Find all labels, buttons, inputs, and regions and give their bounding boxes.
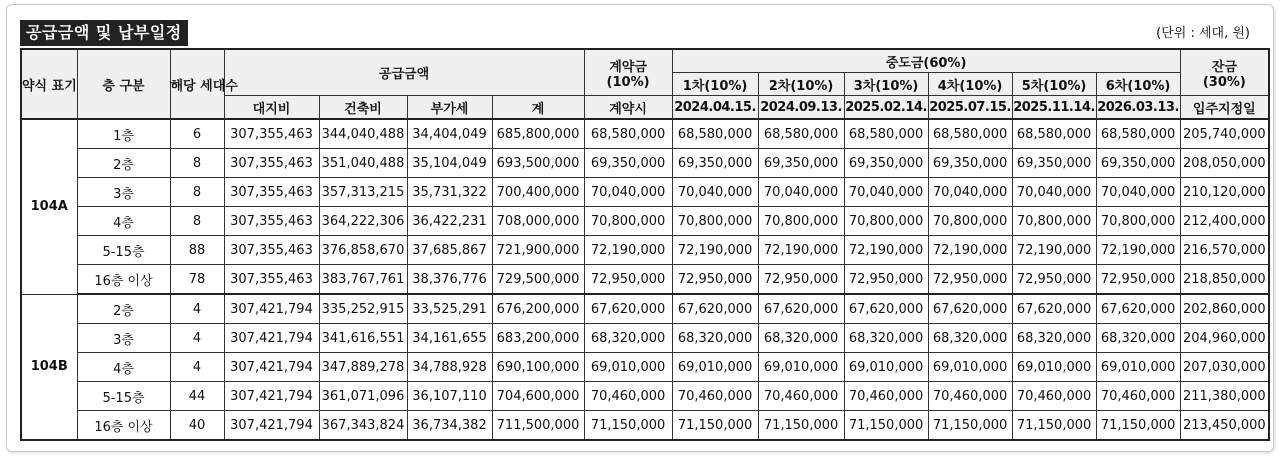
header-date-1: 2024.04.15. bbox=[672, 96, 758, 120]
land-cell: 307,355,463 bbox=[224, 119, 319, 149]
middle-payment-cell: 70,460,000 bbox=[928, 382, 1012, 411]
type-cell: 104B bbox=[21, 294, 77, 440]
middle-payment-cell: 68,320,000 bbox=[1096, 324, 1180, 353]
header-date-6: 2026.03.13. bbox=[1096, 96, 1180, 120]
middle-payment-cell: 70,800,000 bbox=[928, 207, 1012, 236]
balance-cell: 210,120,000 bbox=[1180, 178, 1269, 207]
vat-cell: 37,685,867 bbox=[407, 236, 492, 265]
middle-payment-cell: 70,800,000 bbox=[758, 207, 844, 236]
middle-payment-cell: 68,580,000 bbox=[1096, 119, 1180, 149]
land-cell: 307,421,794 bbox=[224, 294, 319, 324]
balance-cell: 213,450,000 bbox=[1180, 411, 1269, 441]
middle-payment-cell: 70,460,000 bbox=[672, 382, 758, 411]
total-cell: 676,200,000 bbox=[492, 294, 584, 324]
build-cell: 361,071,096 bbox=[319, 382, 407, 411]
floor-cell: 2층 bbox=[77, 294, 170, 324]
middle-payment-cell: 69,350,000 bbox=[844, 149, 928, 178]
middle-payment-cell: 69,350,000 bbox=[1096, 149, 1180, 178]
middle-payment-cell: 67,620,000 bbox=[1012, 294, 1096, 324]
table-body bbox=[21, 119, 1269, 440]
middle-payment-cell: 71,150,000 bbox=[844, 411, 928, 441]
build-cell: 344,040,488 bbox=[319, 119, 407, 149]
middle-payment-cell: 72,950,000 bbox=[1012, 265, 1096, 295]
middle-payment-cell: 72,190,000 bbox=[758, 236, 844, 265]
land-cell: 307,421,794 bbox=[224, 353, 319, 382]
floor-cell: 2층 bbox=[77, 149, 170, 178]
middle-payment-cell: 68,320,000 bbox=[672, 324, 758, 353]
middle-payment-cell: 68,320,000 bbox=[1012, 324, 1096, 353]
middle-payment-cell: 69,010,000 bbox=[1096, 353, 1180, 382]
balance-cell: 218,850,000 bbox=[1180, 265, 1269, 295]
middle-payment-cell: 72,190,000 bbox=[844, 236, 928, 265]
middle-payment-cell: 70,800,000 bbox=[672, 207, 758, 236]
total-cell: 683,200,000 bbox=[492, 324, 584, 353]
balance-cell: 212,400,000 bbox=[1180, 207, 1269, 236]
vat-cell: 34,788,928 bbox=[407, 353, 492, 382]
table-header bbox=[21, 49, 1269, 119]
middle-payment-cell: 72,950,000 bbox=[1096, 265, 1180, 295]
middle-payment-cell: 69,350,000 bbox=[672, 149, 758, 178]
header-land: 대지비 bbox=[224, 96, 319, 120]
land-cell: 307,355,463 bbox=[224, 178, 319, 207]
middle-payment-cell: 68,320,000 bbox=[928, 324, 1012, 353]
deposit-cell: 72,190,000 bbox=[584, 236, 672, 265]
unit-note: (단위 : 세대, 원) bbox=[1156, 26, 1250, 41]
floor-cell: 16층 이상 bbox=[77, 265, 170, 295]
header-middle-5: 5차(10%) bbox=[1012, 73, 1096, 96]
middle-payment-cell: 67,620,000 bbox=[672, 294, 758, 324]
middle-payment-cell: 70,460,000 bbox=[758, 382, 844, 411]
middle-payment-cell: 68,580,000 bbox=[928, 119, 1012, 149]
deposit-cell: 69,010,000 bbox=[584, 353, 672, 382]
middle-payment-cell: 69,350,000 bbox=[758, 149, 844, 178]
header-deposit: 계약금 (10%) bbox=[584, 49, 672, 96]
middle-payment-cell: 67,620,000 bbox=[928, 294, 1012, 324]
vat-cell: 36,422,231 bbox=[407, 207, 492, 236]
total-cell: 685,800,000 bbox=[492, 119, 584, 149]
header-build: 건축비 bbox=[319, 96, 407, 120]
balance-cell: 208,050,000 bbox=[1180, 149, 1269, 178]
middle-payment-cell: 72,190,000 bbox=[928, 236, 1012, 265]
middle-payment-cell: 70,800,000 bbox=[1096, 207, 1180, 236]
build-cell: 376,858,670 bbox=[319, 236, 407, 265]
floor-cell: 1층 bbox=[77, 119, 170, 149]
vat-cell: 36,734,382 bbox=[407, 411, 492, 441]
deposit-cell: 67,620,000 bbox=[584, 294, 672, 324]
table-row bbox=[21, 353, 1269, 382]
middle-payment-cell: 69,010,000 bbox=[928, 353, 1012, 382]
units-cell: 78 bbox=[170, 265, 224, 295]
table-row bbox=[21, 207, 1269, 236]
section-title: 공급금액 및 납부일정 bbox=[20, 20, 188, 46]
header-middle-6: 6차(10%) bbox=[1096, 73, 1180, 96]
middle-payment-cell: 68,580,000 bbox=[1012, 119, 1096, 149]
middle-payment-cell: 71,150,000 bbox=[758, 411, 844, 441]
middle-payment-cell: 69,010,000 bbox=[672, 353, 758, 382]
table-row bbox=[21, 265, 1269, 295]
build-cell: 351,040,488 bbox=[319, 149, 407, 178]
middle-payment-cell: 70,460,000 bbox=[1096, 382, 1180, 411]
middle-payment-cell: 68,580,000 bbox=[844, 119, 928, 149]
total-cell: 708,000,000 bbox=[492, 207, 584, 236]
vat-cell: 34,404,049 bbox=[407, 119, 492, 149]
deposit-cell: 69,350,000 bbox=[584, 149, 672, 178]
header-middle-3: 3차(10%) bbox=[844, 73, 928, 96]
deposit-cell: 70,460,000 bbox=[584, 382, 672, 411]
header-date-5: 2025.11.14. bbox=[1012, 96, 1096, 120]
deposit-cell: 71,150,000 bbox=[584, 411, 672, 441]
land-cell: 307,355,463 bbox=[224, 207, 319, 236]
balance-cell: 204,960,000 bbox=[1180, 324, 1269, 353]
land-cell: 307,355,463 bbox=[224, 265, 319, 295]
middle-payment-cell: 68,580,000 bbox=[672, 119, 758, 149]
middle-payment-cell: 71,150,000 bbox=[672, 411, 758, 441]
table-row bbox=[21, 119, 1269, 149]
middle-payment-cell: 72,950,000 bbox=[844, 265, 928, 295]
total-cell: 700,400,000 bbox=[492, 178, 584, 207]
middle-payment-cell: 70,460,000 bbox=[844, 382, 928, 411]
land-cell: 307,421,794 bbox=[224, 324, 319, 353]
middle-payment-cell: 68,320,000 bbox=[758, 324, 844, 353]
units-cell: 88 bbox=[170, 236, 224, 265]
floor-cell: 5-15층 bbox=[77, 236, 170, 265]
middle-payment-cell: 67,620,000 bbox=[758, 294, 844, 324]
land-cell: 307,421,794 bbox=[224, 382, 319, 411]
units-cell: 4 bbox=[170, 324, 224, 353]
land-cell: 307,355,463 bbox=[224, 236, 319, 265]
middle-payment-cell: 72,950,000 bbox=[758, 265, 844, 295]
deposit-cell: 72,950,000 bbox=[584, 265, 672, 295]
header-deposit-when: 계약시 bbox=[584, 96, 672, 120]
header-date-2: 2024.09.13. bbox=[758, 96, 844, 120]
header-middle-1: 1차(10%) bbox=[672, 73, 758, 96]
header-floor: 층 구분 bbox=[77, 49, 170, 119]
balance-cell: 205,740,000 bbox=[1180, 119, 1269, 149]
floor-cell: 3층 bbox=[77, 324, 170, 353]
deposit-cell: 68,580,000 bbox=[584, 119, 672, 149]
vat-cell: 36,107,110 bbox=[407, 382, 492, 411]
middle-payment-cell: 69,010,000 bbox=[844, 353, 928, 382]
header-middle: 중도금(60%) bbox=[672, 49, 1180, 73]
middle-payment-cell: 67,620,000 bbox=[1096, 294, 1180, 324]
floor-cell: 4층 bbox=[77, 353, 170, 382]
header-supply: 공급금액 bbox=[224, 49, 584, 96]
floor-cell: 16층 이상 bbox=[77, 411, 170, 441]
middle-payment-cell: 70,040,000 bbox=[844, 178, 928, 207]
middle-payment-cell: 71,150,000 bbox=[928, 411, 1012, 441]
floor-cell: 3층 bbox=[77, 178, 170, 207]
build-cell: 364,222,306 bbox=[319, 207, 407, 236]
middle-payment-cell: 70,800,000 bbox=[1012, 207, 1096, 236]
build-cell: 341,616,551 bbox=[319, 324, 407, 353]
units-cell: 4 bbox=[170, 353, 224, 382]
middle-payment-cell: 72,950,000 bbox=[672, 265, 758, 295]
deposit-cell: 70,040,000 bbox=[584, 178, 672, 207]
table-row bbox=[21, 324, 1269, 353]
middle-payment-cell: 68,580,000 bbox=[758, 119, 844, 149]
middle-payment-cell: 72,190,000 bbox=[672, 236, 758, 265]
balance-cell: 211,380,000 bbox=[1180, 382, 1269, 411]
units-cell: 40 bbox=[170, 411, 224, 441]
vat-cell: 34,161,655 bbox=[407, 324, 492, 353]
vat-cell: 38,376,776 bbox=[407, 265, 492, 295]
deposit-cell: 68,320,000 bbox=[584, 324, 672, 353]
build-cell: 383,767,761 bbox=[319, 265, 407, 295]
units-cell: 44 bbox=[170, 382, 224, 411]
build-cell: 335,252,915 bbox=[319, 294, 407, 324]
middle-payment-cell: 70,800,000 bbox=[844, 207, 928, 236]
units-cell: 4 bbox=[170, 294, 224, 324]
total-cell: 729,500,000 bbox=[492, 265, 584, 295]
total-cell: 721,900,000 bbox=[492, 236, 584, 265]
header-balance: 잔금 (30%) bbox=[1180, 49, 1269, 96]
middle-payment-cell: 69,350,000 bbox=[1012, 149, 1096, 178]
total-cell: 711,500,000 bbox=[492, 411, 584, 441]
header-total: 계 bbox=[492, 96, 584, 120]
vat-cell: 33,525,291 bbox=[407, 294, 492, 324]
middle-payment-cell: 69,350,000 bbox=[928, 149, 1012, 178]
middle-payment-cell: 71,150,000 bbox=[1012, 411, 1096, 441]
build-cell: 367,343,824 bbox=[319, 411, 407, 441]
balance-cell: 202,860,000 bbox=[1180, 294, 1269, 324]
middle-payment-cell: 69,010,000 bbox=[1012, 353, 1096, 382]
table-row bbox=[21, 149, 1269, 178]
middle-payment-cell: 70,040,000 bbox=[1096, 178, 1180, 207]
land-cell: 307,421,794 bbox=[224, 411, 319, 441]
middle-payment-cell: 72,190,000 bbox=[1096, 236, 1180, 265]
build-cell: 357,313,215 bbox=[319, 178, 407, 207]
header-balance-when: 입주지정일 bbox=[1180, 96, 1269, 120]
table-row bbox=[21, 294, 1269, 324]
vat-cell: 35,104,049 bbox=[407, 149, 492, 178]
middle-payment-cell: 71,150,000 bbox=[1096, 411, 1180, 441]
middle-payment-cell: 70,040,000 bbox=[928, 178, 1012, 207]
table-row bbox=[21, 382, 1269, 411]
units-cell: 8 bbox=[170, 149, 224, 178]
middle-payment-cell: 70,040,000 bbox=[1012, 178, 1096, 207]
units-cell: 6 bbox=[170, 119, 224, 149]
middle-payment-cell: 67,620,000 bbox=[844, 294, 928, 324]
middle-payment-cell: 72,190,000 bbox=[1012, 236, 1096, 265]
header-middle-2: 2차(10%) bbox=[758, 73, 844, 96]
units-cell: 8 bbox=[170, 207, 224, 236]
header-middle-4: 4차(10%) bbox=[928, 73, 1012, 96]
units-cell: 8 bbox=[170, 178, 224, 207]
header-vat: 부가세 bbox=[407, 96, 492, 120]
build-cell: 347,889,278 bbox=[319, 353, 407, 382]
price-schedule-table bbox=[20, 48, 1270, 441]
total-cell: 693,500,000 bbox=[492, 149, 584, 178]
table-row bbox=[21, 178, 1269, 207]
header-type: 약식 표기 bbox=[21, 49, 77, 119]
middle-payment-cell: 72,950,000 bbox=[928, 265, 1012, 295]
land-cell: 307,355,463 bbox=[224, 149, 319, 178]
balance-cell: 216,570,000 bbox=[1180, 236, 1269, 265]
header-date-3: 2025.02.14. bbox=[844, 96, 928, 120]
table-row bbox=[21, 236, 1269, 265]
header-date-4: 2025.07.15. bbox=[928, 96, 1012, 120]
type-cell: 104A bbox=[21, 119, 77, 294]
deposit-cell: 70,800,000 bbox=[584, 207, 672, 236]
vat-cell: 35,731,322 bbox=[407, 178, 492, 207]
middle-payment-cell: 70,040,000 bbox=[758, 178, 844, 207]
header-units: 해당 세대수 bbox=[170, 49, 224, 119]
table-row bbox=[21, 411, 1269, 441]
middle-payment-cell: 69,010,000 bbox=[758, 353, 844, 382]
balance-cell: 207,030,000 bbox=[1180, 353, 1269, 382]
floor-cell: 4층 bbox=[77, 207, 170, 236]
floor-cell: 5-15층 bbox=[77, 382, 170, 411]
total-cell: 704,600,000 bbox=[492, 382, 584, 411]
total-cell: 690,100,000 bbox=[492, 353, 584, 382]
middle-payment-cell: 70,460,000 bbox=[1012, 382, 1096, 411]
middle-payment-cell: 70,040,000 bbox=[672, 178, 758, 207]
middle-payment-cell: 68,320,000 bbox=[844, 324, 928, 353]
